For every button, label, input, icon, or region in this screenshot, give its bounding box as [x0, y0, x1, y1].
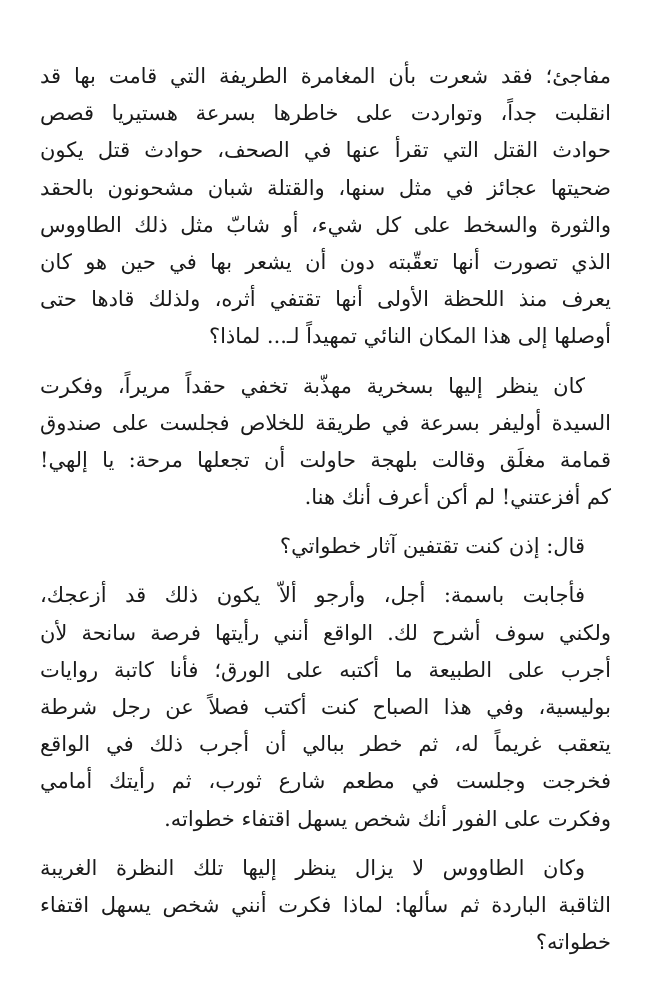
text-line: أوصلها إلى هذا المكان النائي تمهيداً لـ... لماذا؟	[208, 324, 611, 349]
paragraph-3	[40, 528, 611, 565]
text-line: وكان الطاووس لا يزال ينظر إليها تلك النظرة الغريبة	[40, 855, 585, 880]
text-line: حوادث القتل التي تقرأ عنها في الصحف، حوادث قتل يكون	[40, 138, 611, 163]
text-line: وفكرت على الفور أنك شخص يسهل اقتفاء خطواته.	[164, 806, 611, 831]
text-line: فأجابت باسمة: أجل، وأرجو ألاّ يكون ذلك قد أزعجك،	[40, 583, 585, 608]
text-line: كان ينظر إليها بسخرية مهذّبة تخفي حقداً مريراً، وفكرت	[40, 373, 585, 398]
text-line: ولكني سوف أشرح لك. الواقع أنني رأيتها فرصة سانحة لأن	[40, 620, 611, 645]
text-line: انقلبت جداً، وتواردت على خاطرها بسرعة هستيريا قصص	[40, 101, 611, 126]
text-line: قمامة مغلَق وقالت بلهجة حاولت أن تجعلها مرحة: يا إلهي!	[40, 447, 611, 472]
text-line: مفاجئ؛ فقد شعرت بأن المغامرة الطريفة التي قامت بها قد	[40, 64, 611, 88]
text-line: والثورة والسخط على كل شيء، أو شابّ مثل ذلك الطاووس	[40, 212, 611, 237]
text-line: السيدة أوليفر بسرعة في طريقة للخلاص فجلست على صندوق	[40, 410, 611, 435]
paragraph-5	[40, 850, 611, 962]
text-line: فخرجت وجلست في مطعم شارع ثورب، ثم رأيتك أمامي	[40, 769, 611, 794]
text-line: بوليسية، وفي هذا الصباح كنت أكتب فصلاً عن رجل شرطة	[40, 695, 611, 719]
text-line: خطواته؟	[535, 930, 611, 955]
text-line: يتعقب غريماً له، ثم خطر ببالي أن أجرب ذلك في الواقع	[40, 732, 611, 757]
paragraph-4	[40, 577, 611, 837]
text-line: الذي تصورت أنها تعقّبته دون أن يشعر بها في حين هو كان	[40, 249, 611, 274]
text-line: يعرف منذ اللحظة الأولى أنها تقتفي أثره، ولذلك قادها حتى	[40, 287, 611, 312]
text-line: كم أفزعتني! لم أكن أعرف أنك هنا.	[304, 485, 611, 510]
text-line: ضحيتها عجائز في مثل سنها، والقتلة شبان مشحونون بالحقد	[40, 175, 611, 200]
text-line: الثاقبة الباردة ثم سألها: لماذا فكرت أنني شخص يسهل اقتفاء	[40, 892, 611, 917]
text-line: قال: إذن كنت تقتفين آثار خطواتي؟	[279, 534, 585, 559]
text-line: أجرب على الطبيعة ما أكتبه على الورق؛ فأنا كاتبة روايات	[40, 657, 611, 682]
paragraph-2	[40, 368, 611, 517]
paragraph-1	[40, 58, 611, 356]
